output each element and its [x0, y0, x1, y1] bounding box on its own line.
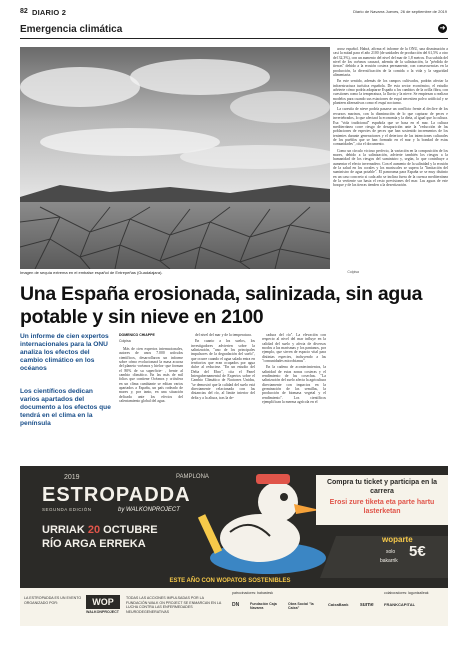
sponsors-label: patrocinadores: babastesk: [232, 591, 274, 595]
advert-year: 2019: [64, 474, 80, 481]
paper-name: DIARIO 2: [32, 7, 67, 17]
advert-location: RÍO ARGA ERREKA: [42, 538, 146, 550]
collaborators-label: colaboradores: laguntzaileak: [384, 591, 429, 595]
article-headline: Una España erosionada, salinizada, sin agua potable y sin nieve en 2100: [20, 283, 423, 328]
paragraph: Como un círculo vicioso perfecto, la variación en la composición de los mares, debido a la salinización, advierte también los riesgos a la humanidad de los riesgos del suministro y, según, lo que contribuye a aumentar el efecto invernadero. Con el aumento de la salinidad y la erosión de la salud en los corales y los mariscales se supera la "limitación del suministro de agua potable". El panorama para España se se muy distinto en un caso concreto si cada año se inclina fuera de la cuenca mediterránea de la vertiente sur hasta el resto previsiones del mar. Las aguas de este bosque y de las tierras tienden a la desertización.: [333, 148, 448, 188]
advert-price: 5€: [409, 543, 426, 560]
sponsor-logo: surne: [360, 602, 374, 608]
paragraph: cadura del río". La elevación con respecto al nivel del mar influye en la calidad del suelo y afecta de diversos modos a las marismas y los pantanos, por ejemplo, que sirven de espacio vital para distintas especies, incluyendo a las "comunidades microbianas".: [262, 333, 326, 364]
advert-solo: solo: [386, 549, 396, 555]
advert-bakarrik: bakarrik: [380, 558, 398, 564]
advert-by: by WALKONPROJECT: [118, 507, 180, 513]
article-column-3: [262, 333, 326, 461]
paragraph: En este sentido, además de los campos cultivados, podrán afectar la infraestructura turística española. De esta sector económico, el estudio advierte cómo podría adaptarse España a los cambios de la orilla fibra, con cuestiones como la temperatura, la lluvia y la nieve. Se empiezan a realizar modelos para cuando sus estaciones de esquí necesiten polvo artificial y se planteen alternativas como el esquí nocturno.: [333, 79, 448, 106]
sponsor-logo: CaixaBank: [328, 602, 349, 607]
paragraph: En cuanto a los suelos, los investigadores advierten sobre la salinización, "uno de los principales impulsores de la degradación del suelo", que ocurre cuando el agua salada entra en territorios que eran ocupados por agua dulce al reducirse. "En un estudio del Delta del Ebro", cita el Panel Intergubernamental de Expertos sobre el Cambio Climático de Naciones Unidas, "se demostró que la calidad del suelo está directamente relacionada con las distancias del río, al limite interior del delta y a la altura, tras la de-: [191, 339, 255, 400]
sponsor-logo: FRANKCAPITAL: [384, 602, 416, 607]
page-number: 82: [20, 8, 28, 15]
sponsor-logo: Obra Social "la Caixa": [288, 602, 314, 610]
author-name: DOMENICO CHIAPPE: [119, 333, 155, 337]
wop-logo: WOP: [86, 595, 120, 609]
advert-wop-brand: woparte: [382, 535, 413, 544]
advert-city: PAMPLONA: [176, 474, 209, 480]
advert-ticket-text-es: Compra tu ticket y participa en la carrera: [326, 479, 438, 495]
photo-credit: Colpisa: [347, 270, 359, 274]
article-column-2: [191, 333, 255, 461]
wop-logo-sub: WALKONPROJECT: [86, 610, 119, 614]
advert-edition: SEGUNDA EDICIÓN: [42, 507, 92, 512]
paragraph: Más de cien expertos internacionales, autores de unos 7.000 artículos científicos, desarrollaron un informe sobre cómo evolucionará la masa acuosa del planeta -océanos y hielos- que forman el 80% de su superficie- , frente al cambio climático. En las más de mil folios que contiene Océanos y criósfera en un clima cambiante se editan varios apartados a España, un país rodeado de mares y, por tanto, en una situación delicada ante los efectos del calentamiento global del agua.: [119, 347, 183, 404]
photo-caption: Imagen de sequía extrema en el embalse español de Entrepeñas (Guadalajara).: [20, 270, 163, 275]
summary-2: Los científicos dedican varios apartados del documento a los efectos que tendrá en el clima en la península: [20, 388, 111, 427]
advert-date: URRIAK 20 OCTUBRE: [42, 524, 158, 536]
advert-tagline: ESTE AÑO CON WOPATOS SOSTENIBLES: [169, 578, 291, 584]
paragraph: arroz español. Habrá, afirma el informe de la ONU, una disminución a casi la mitad para el año 2100 (de unidades de producción del 61,5% a otro del 32,3%), con un aumento del nivel del mar de 1,8 metros. Esa subida del nivel de los océanos causará, además de la salinización, la "pérdida de tierras" debido a la erosión costera permanente, con consecuencias en la producción, la diversificación de la comida o la vida y la seguridad alimentaria.: [333, 47, 448, 78]
summary-1: Un informe de cien expertos internacionales para la ONU analiza los efectos del cambio climático en los océanos: [20, 333, 109, 372]
paragraph: del nivel del mar y de la temperatura.: [195, 333, 252, 337]
sponsor-logo: DN: [232, 602, 240, 608]
article-column-1: [119, 347, 183, 461]
section-title: Emergencia climática: [20, 24, 123, 35]
advert-cause-text: TODAS LAS ACCIONES IMPULSADAS POR LA FUNDACIÓN WALK ON PROJECT SE ENMARCAN EN LA LUCHA CONTRA LAS ENFERMEDADES NEURODEGENERATIVAS: [126, 596, 222, 614]
issue-date: Diario de Navarra Jueves, 26 de septiembre de 2019: [353, 9, 447, 14]
section-divider: [20, 38, 448, 39]
sponsor-logo: Fundación Caja Navarra: [250, 602, 277, 610]
article-column-4: [333, 47, 448, 272]
advert-ticket-text-eu: Erosi zure tiketa eta parte hartu lasterketan: [329, 499, 435, 515]
paragraph: En la cadena de acontecimientos, la salinidad de estas zonas costeras y el rendimiento de las cosechas. "La salinización del suelo afecta la agricultura directamente con impactos en la germinación de las semillas, la producción de biomasa vegetal y el rendimiento". Los científicos ejemplifican la merma agrícola en el: [262, 365, 326, 405]
author-agency: Colpisa: [119, 339, 131, 343]
advert-logo: ESTROPADDA: [42, 484, 191, 506]
duck-mascot-icon: [198, 474, 326, 574]
next-arrow-icon: ➜: [439, 25, 446, 32]
paragraph: La carestía de nieve podría pasarse un conflicto frente al declive de los recursos marinos, con la disminución de lo que capturar de peces e invertebrados, lo que afectará la economía y la dieta, al igual que la cultura. Esa "vida tradicional" española que se basa en el mar. La cultura mediterránea corre riesgo de desaparición ante la "reducción de las poblaciones de especies de peces que han sostenido incrementos de los tenientes durante generaciones y el deterioro de las intenciones culturales de los pueblos que se han formado en el mar y la bondad de estas comunidades", cita el documento.: [333, 107, 448, 147]
advert-organizer-text: LA ESTROPADDA ES UN EVENTO ORGANIZADO POR:: [24, 596, 82, 605]
